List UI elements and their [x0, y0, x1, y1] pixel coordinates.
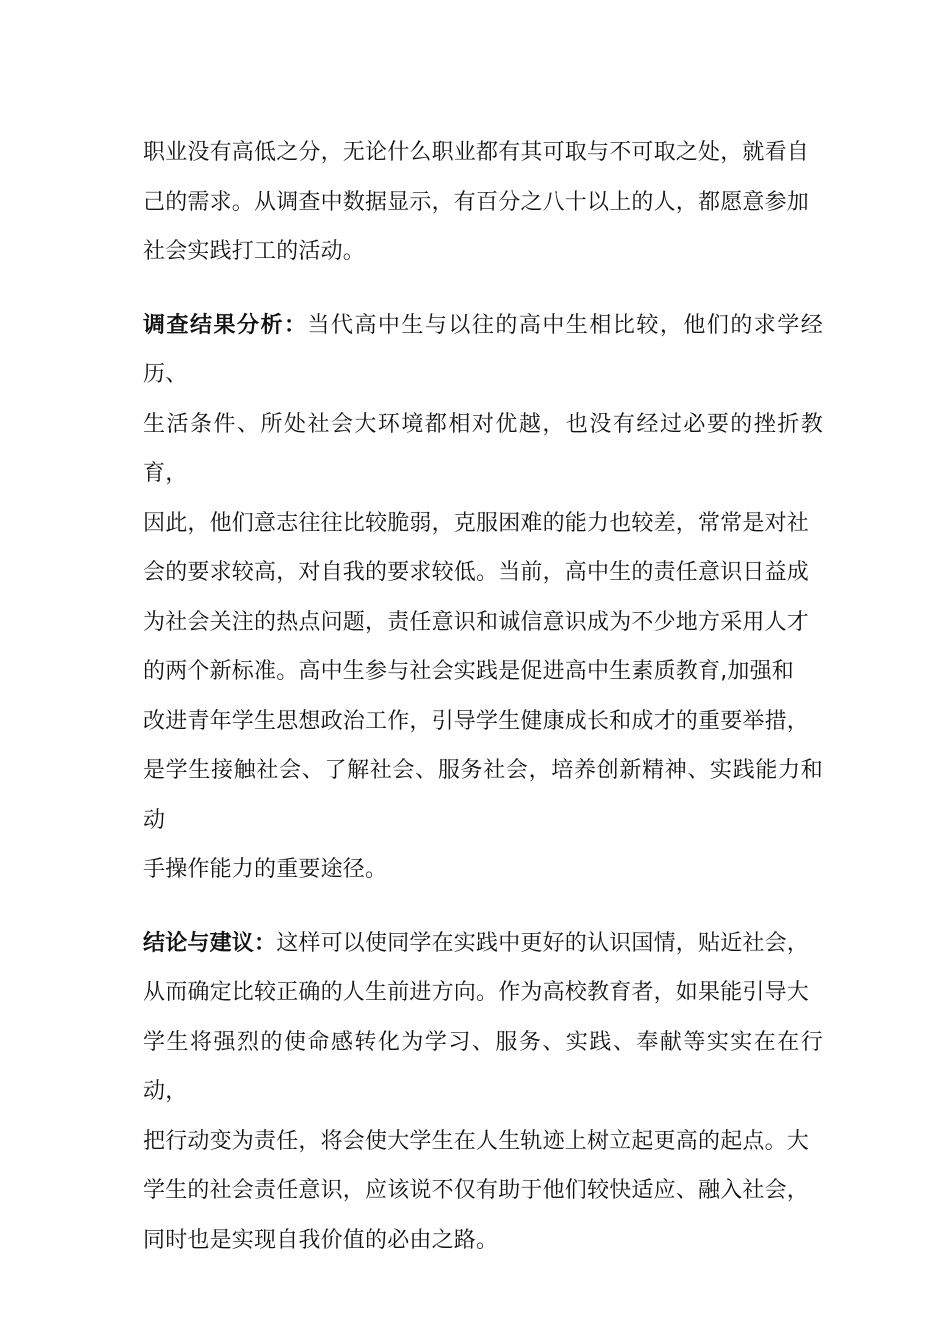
conclusion-heading: 结论与建议：: [143, 930, 277, 956]
conclusion-text: 这样可以使同学在实践中更好的认识国情，贴近社会， 从而确定比较正确的人生前进方向。作为高校教育者，如果能引导大 学生将强烈的使命感转化为学习、服务、实践、奉献等实实在在行动， 把行动变为责任，将会使大学生在人生轨迹上树立起更高的起点。大 学生的社会责任意识，应该说不仅有助于他们较快适应、融入社会， 同时也是实现自我价值的必由之路。: [143, 930, 823, 1253]
paragraph-intro: [143, 128, 823, 277]
survey-analysis-heading: 调查结果分析：: [143, 312, 308, 338]
paragraph-survey-analysis: [143, 301, 823, 895]
survey-analysis-text: 当代高中生与以往的高中生相比较，他们的求学经历、 生活条件、所处社会大环境都相对优越，也没有经过必要的挫折教育， 因此，他们意志往往比较脆弱，克服困难的能力也较差，常常是对社 会的要求较高，对自我的要求较低。当前，高中生的责任意识日益成 为社会关注的热点问题，责任意识和诚信意识成为不少地方采用人才 的两个新标准。高中生参与社会实践是促进高中生素质教育,加强和 改进青年学生思想政治工作，引导学生健康成长和成才的重要举措， 是学生接触社会、了解社会、服务社会，培养创新精神、实践能力和动 手操作能力的重要途径。: [143, 312, 823, 882]
document-body: [143, 128, 823, 1265]
paragraph-intro-text: 职业没有高低之分，无论什么职业都有其可取与不可取之处，就看自 己的需求。从调查中数据显示，有百分之八十以上的人，都愿意参加 社会实践打工的活动。: [143, 140, 810, 264]
paragraph-conclusion: [143, 919, 823, 1266]
